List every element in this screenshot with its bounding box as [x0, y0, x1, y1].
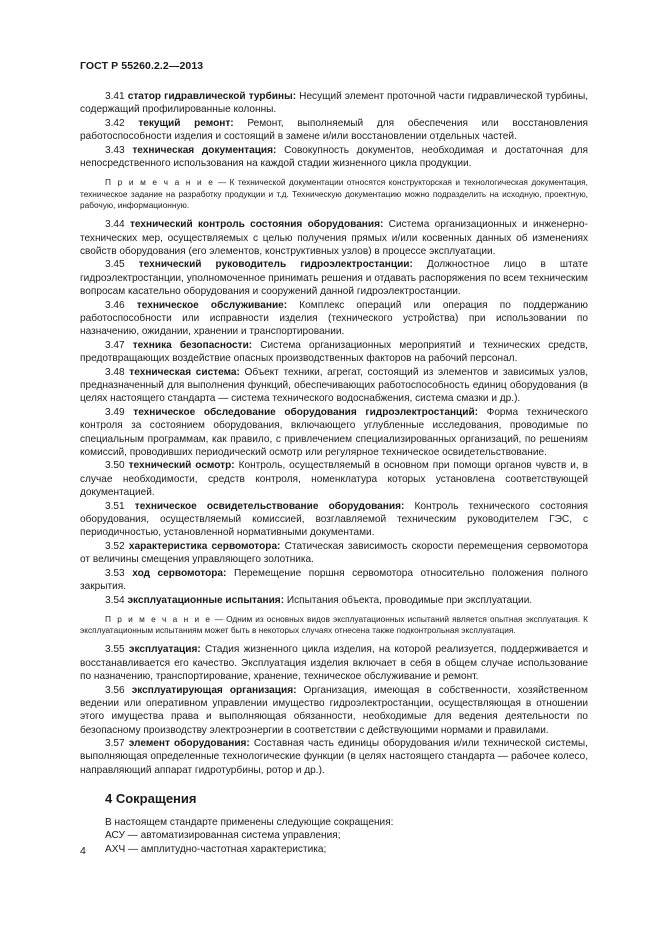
definition-number: 3.50: [105, 460, 125, 472]
note-2: [80, 614, 588, 637]
definition-number: 3.41: [105, 91, 125, 102]
definition-term: техническое обследование оборудования гидроэлектростанций:: [133, 406, 479, 418]
definition-number: 3.42: [105, 117, 125, 129]
definition-text: Организация, имеющая в собственности, хозяйственном ведении или оперативном управлении имущество гидроэлектростанции, осуществляющая в отношении этого имущества права и выполняющая обязанности, необходимые для ведения деятельности по безопасному производству электроэнергии в соответствии с действующими нормами и правилами.: [80, 684, 588, 736]
abbreviations-list: [80, 829, 588, 856]
note-label: П р и м е ч а н и е: [105, 177, 215, 188]
definition-3-50: [80, 459, 588, 499]
definition-term: техническое освидетельствование оборудования:: [134, 500, 405, 512]
definition-term: технический руководитель гидроэлектростанции:: [138, 259, 413, 271]
definitions-group-2: [80, 218, 588, 607]
definition-number: 3.48: [105, 366, 125, 378]
page-number: 4: [80, 845, 86, 857]
definition-term: эксплуатационные испытания:: [127, 594, 285, 606]
definition-term: ход сервомотора:: [132, 567, 227, 579]
definition-3-48: [80, 366, 588, 406]
definition-3-57: [80, 737, 588, 777]
definition-text: Контроль, осуществляемый в основном при помощи органов чувств и, в случае необходимости, средств контроля, номенклатура которых установлена соответствующей документацией.: [80, 460, 588, 498]
definition-term: технический контроль состояния оборудования:: [129, 219, 384, 231]
definition-3-54: [80, 594, 588, 607]
definition-3-41: [80, 90, 588, 117]
definition-text: Форма технического контроля за состоянием оборудования, включающего углубленные исследования, проводимые по специальным программам, как правило, с привлечением специализированных организаций, по решениям комиссий, проводивших периодический осмотр или регулярное техническое освидетельствование.: [80, 406, 588, 458]
definition-3-52: [80, 540, 588, 567]
section-heading: 4 Сокращения: [105, 791, 197, 806]
definition-number: 3.53: [105, 567, 125, 579]
definition-term: техническая система:: [129, 366, 240, 378]
definition-term: характеристика сервомотора:: [128, 540, 281, 552]
definition-term: эксплуатация:: [128, 644, 201, 656]
definition-text: Составная часть единицы оборудования и/или технической системы, выполняющая определенные технологические функции (в целях настоящего стандарта — рабочее колесо, направляющий аппарат гидротурбины, ротор и др.).: [80, 738, 588, 776]
definitions-group-1: [80, 90, 588, 170]
definition-number: 3.57: [105, 738, 125, 750]
definition-text: Комплекс операций или операция по поддержанию работоспособности или исправности изделия (технического устройства) при использовании по назначению, ожидании, хранении и транспортировании.: [80, 299, 588, 338]
note-text: — К технической документации относятся конструкторская и технологическая документация, техническое задание на разработку продукции и т.д. Техническую документацию можно подразделить на исходную, проектную, рабочую, информационную.: [80, 177, 588, 210]
note-text: — Одним из основных видов эксплуатационных испытаний является опытная эксплуатация. К эксплуатационным испытаниям может быть в некоторых случаях отнесена также подконтрольная эксплуатация.: [80, 613, 588, 636]
definition-text: Ремонт, выполняемый для обеспечения или восстановления работоспособности изделия и состоящий в замене и/или восстановлении отдельных частей.: [80, 117, 588, 143]
definition-text: Перемещение поршня сервомотора относительно положения полного закрытия.: [80, 567, 588, 592]
definition-3-55: [80, 643, 588, 683]
definition-3-56: [80, 684, 588, 737]
definition-text: Статическая зависимость скорости перемещения сервомотора от величины смещения управляющего золотника.: [80, 540, 588, 566]
definition-3-46: [80, 299, 588, 339]
definition-number: 3.49: [105, 406, 125, 418]
definition-3-43: [80, 144, 588, 171]
definition-term: элемент оборудования:: [128, 738, 250, 750]
definition-number: 3.46: [105, 299, 125, 311]
definition-text: Стадия жизненного цикла изделия, на которой реализуется, поддерживается и восстанавливается его качество. Эксплуатация изделия включает в себя в общем случае использование по назначению, транспортирование, хранение, техническое обслуживание и ремонт.: [80, 644, 589, 683]
definition-3-47: [80, 339, 588, 366]
definition-3-53: [80, 567, 588, 594]
definition-text: Испытания объекта, проводимые при эксплуатации.: [286, 594, 533, 606]
abbreviations-intro: В настоящем стандарте применены следующие сокращения:: [105, 817, 394, 828]
abbreviation-item: АСУ — автоматизированная система управления;: [105, 830, 341, 842]
definition-number: 3.54: [105, 594, 125, 606]
definition-text: Несущий элемент проточной части гидравлической турбины, содержащий профилированные колонны.: [80, 91, 589, 116]
definition-text: Совокупность документов, необходимая и достаточная для непосредственного использования на каждой стадии жизненного цикла продукции.: [80, 144, 589, 170]
note-1: [80, 177, 588, 211]
definition-term: эксплуатирующая организация:: [131, 684, 297, 696]
abbreviation-item: АХЧ — амплитудно-частотная характеристика;: [105, 843, 327, 855]
page-content: [80, 90, 588, 856]
definition-number: 3.55: [105, 644, 125, 656]
definition-3-42: [80, 117, 588, 144]
definition-3-45: [80, 258, 588, 298]
definition-3-49: [80, 406, 588, 459]
definition-number: 3.43: [105, 144, 125, 156]
definition-text: Система организационных и инженерно-технических мер, осуществляемых с целью получения прямых и/или косвенных данных об изменениях свойств оборудования (его элементов, конструктивных узлов) в процессе эксплуатации.: [80, 219, 588, 257]
definition-term: статор гидравлической турбины:: [127, 91, 297, 102]
definition-term: техническая документация:: [132, 144, 277, 156]
definition-number: 3.51: [105, 500, 125, 512]
definition-number: 3.52: [105, 540, 125, 552]
definition-number: 3.44: [105, 219, 125, 231]
definition-text: Система организационных мероприятий и технических средств, предотвращающих воздействие опасных производственных факторов на рабочий персонал.: [80, 339, 588, 365]
definition-term: техника безопасности:: [132, 339, 253, 351]
definition-text: Объект техники, агрегат, состоящий из элементов и зависимых узлов, предназначенный для выполнения функций, обеспечивающих работоспособность единиц оборудования (в целях настоящего стандарта — система технического водоснабжения, система смазки и др.).: [80, 366, 588, 405]
definitions-group-3: [80, 643, 588, 777]
document-header: ГОСТ Р 55260.2.2—2013: [80, 60, 204, 72]
definition-term: техническое обслуживание:: [136, 299, 288, 311]
definition-3-51: [80, 500, 588, 540]
definition-number: 3.45: [105, 259, 125, 271]
definition-text: Контроль технического состояния оборудования, осуществляемый комиссией, возглавляемой техническим руководителем ГЭС, с периодичностью, установленной нормативными документами.: [80, 500, 588, 539]
definition-term: технический осмотр:: [128, 460, 235, 472]
definition-number: 3.47: [105, 339, 125, 351]
definition-term: текущий ремонт:: [138, 117, 234, 129]
definition-3-44: [80, 218, 588, 258]
definition-text: Должностное лицо в штате гидроэлектростанции, уполномоченное принимать решения и отдавать распоряжения по всем техническим вопросам касательно оборудования и сооружений данной гидроэлектростанции.: [80, 259, 589, 298]
definition-number: 3.56: [105, 684, 125, 696]
note-label: П р и м е ч а н и е: [105, 613, 212, 624]
